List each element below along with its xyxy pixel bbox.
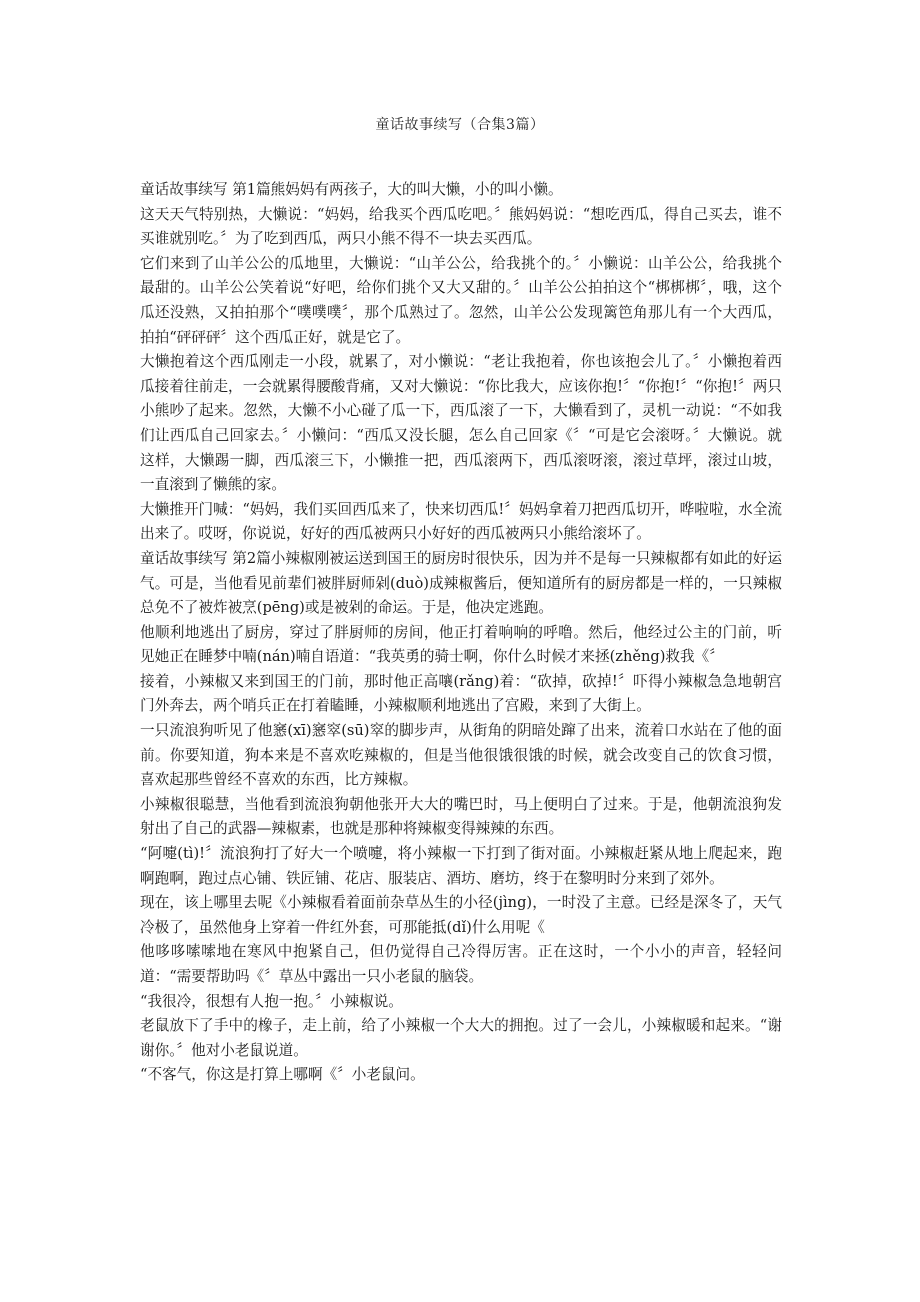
document-title: 童话故事续写（合集3篇）	[375, 117, 545, 133]
paragraph: 他顺利地逃出了厨房，穿过了胖厨师的房间，他正打着响响的呼噜。然后，他经过公主的门前，听见她正在睡梦中喃(nán)喃自语道：“我英勇的骑士啊，你什么时候才来拯(zhěng)救我《〞	[140, 623, 782, 666]
paragraph: 他哆哆嗦嗦地在寒风中抱紧自己，但仍觉得自己冷得厉害。正在这时，一个小小的声音，轻轻问道：“需要帮助吗《〞草丛中露出一只小老鼠的脑袋。	[140, 943, 782, 985]
paragraph: 这天天气特别热，大懒说：“妈妈，给我买个西瓜吃吧。〞熊妈妈说：“想吃西瓜，得自己买去，谁不买谁就别吃。〞为了吃到西瓜，两只小熊不得不一块去买西瓜。	[140, 205, 782, 248]
paragraph: “不客气，你这是打算上哪啊《〞小老鼠问。	[140, 1066, 425, 1084]
paragraph: 大懒推开门喊：“妈妈，我们买回西瓜来了，快来切西瓜!〞妈妈拿着刀把西瓜切开，哗啦啦，水全流出来了。哎呀，你说说，好好的西瓜被两只小好好的西瓜被两只小熊给滚坏了。	[140, 500, 782, 543]
paragraph: 小辣椒很聪慧，当他看到流浪狗朝他张开大大的嘴巴时，马上便明白了过来。于是，他朝流浪狗发射出了自己的武器—辣椒素，也就是那种将辣椒变得辣辣的东西。	[140, 795, 782, 838]
paragraph: “阿嚏(tì)!〞流浪狗打了好大一个喷嚏，将小辣椒一下打到了街对面。小辣椒赶紧从地上爬起来，跑啊跑啊，跑过点心铺、铁匠铺、花店、服装店、酒坊、磨坊，终于在黎明时分来到了郊外。	[140, 845, 782, 887]
paragraph: 一只流浪狗听见了他窸(xī)窸窣(sū)窣的脚步声，从街角的阴暗处蹿了出来，流着口水站在了他的面前。你要知道，狗本来是不喜欢吃辣椒的，但是当他很饿很饿的时候，就会改变自己的饮食习惯，喜欢起那些曾经不喜欢的东西，比方辣椒。	[140, 722, 782, 789]
paragraph: 它们来到了山羊公公的瓜地里，大懒说：“山羊公公，给我挑个的。〞小懒说：山羊公公，给我挑个最甜的。山羊公公笑着说“好吧，给你们挑个又大又甜的。〞山羊公公拍拍这个“梆梆梆〞，哦，这个瓜还没熟，又拍拍那个“噗噗噗〞，那个瓜熟过了。忽然，山羊公公发现篱笆角那儿有一个大西瓜，拍拍“砰砰砰〞这个西瓜正好，就是它了。	[140, 254, 782, 346]
document-body	[140, 178, 782, 1088]
paragraph: “我很冷，很想有人抱一抱。〞小辣椒说。	[140, 992, 403, 1010]
paragraph: 童话故事续写 第2篇小辣椒刚被运送到国王的厨房时很快乐，因为并不是每一只辣椒都有如此的好运气。可是，当他看见前辈们被胖厨师剁(duò)成辣椒酱后，便知道所有的厨房都是一样的，一只辣椒总免不了被炸被烹(pēng)或是被剁的命运。于是，他决定逃跑。	[140, 549, 782, 617]
paragraph: 接着，小辣椒又来到国王的门前，那时他正高嚷(rǎng)着：“砍掉，砍掉!〞吓得小辣椒急急地朝宫门外奔去，两个哨兵正在打着瞌睡，小辣椒顺利地逃出了宫殿，来到了大街上。	[140, 672, 782, 715]
paragraph: 老鼠放下了手中的橡子，走上前，给了小辣椒一个大大的拥抱。过了一会儿，小辣椒暖和起来。“谢谢你。〞他对小老鼠说道。	[140, 1017, 782, 1059]
paragraph: 现在，该上哪里去呢《小辣椒看着面前杂草丛生的小径(jìng)，一时没了主意。已经是深冬了，天气冷极了，虽然他身上穿着一件红外套，可那能抵(dǐ)什么用呢《	[140, 894, 782, 936]
paragraph: 童话故事续写 第1篇熊妈妈有两孩子，大的叫大懒，小的叫小懒。	[140, 181, 563, 198]
paragraph: 大懒抱着这个西瓜刚走一小段，就累了，对小懒说：“老让我抱着，你也该抱会儿了。〞小懒抱着西瓜接着往前走，一会就累得腰酸背痛，又对大懒说：“你比我大，应该你抱!〞“你抱!〞“你抱!〞两只小熊吵了起来。忽然，大懒不小心碰了瓜一下，西瓜滚了一下，大懒看到了，灵机一动说：“不如我们让西瓜自己回家去。〞小懒问：“西瓜又没长腿，怎么自己回家《〞“可是它会滚呀。〞大懒说。就这样，大懒踢一脚，西瓜滚三下，小懒推一把，西瓜滚两下，西瓜滚呀滚，滚过草坪，滚过山坡，一直滚到了懒熊的家。	[140, 353, 782, 494]
